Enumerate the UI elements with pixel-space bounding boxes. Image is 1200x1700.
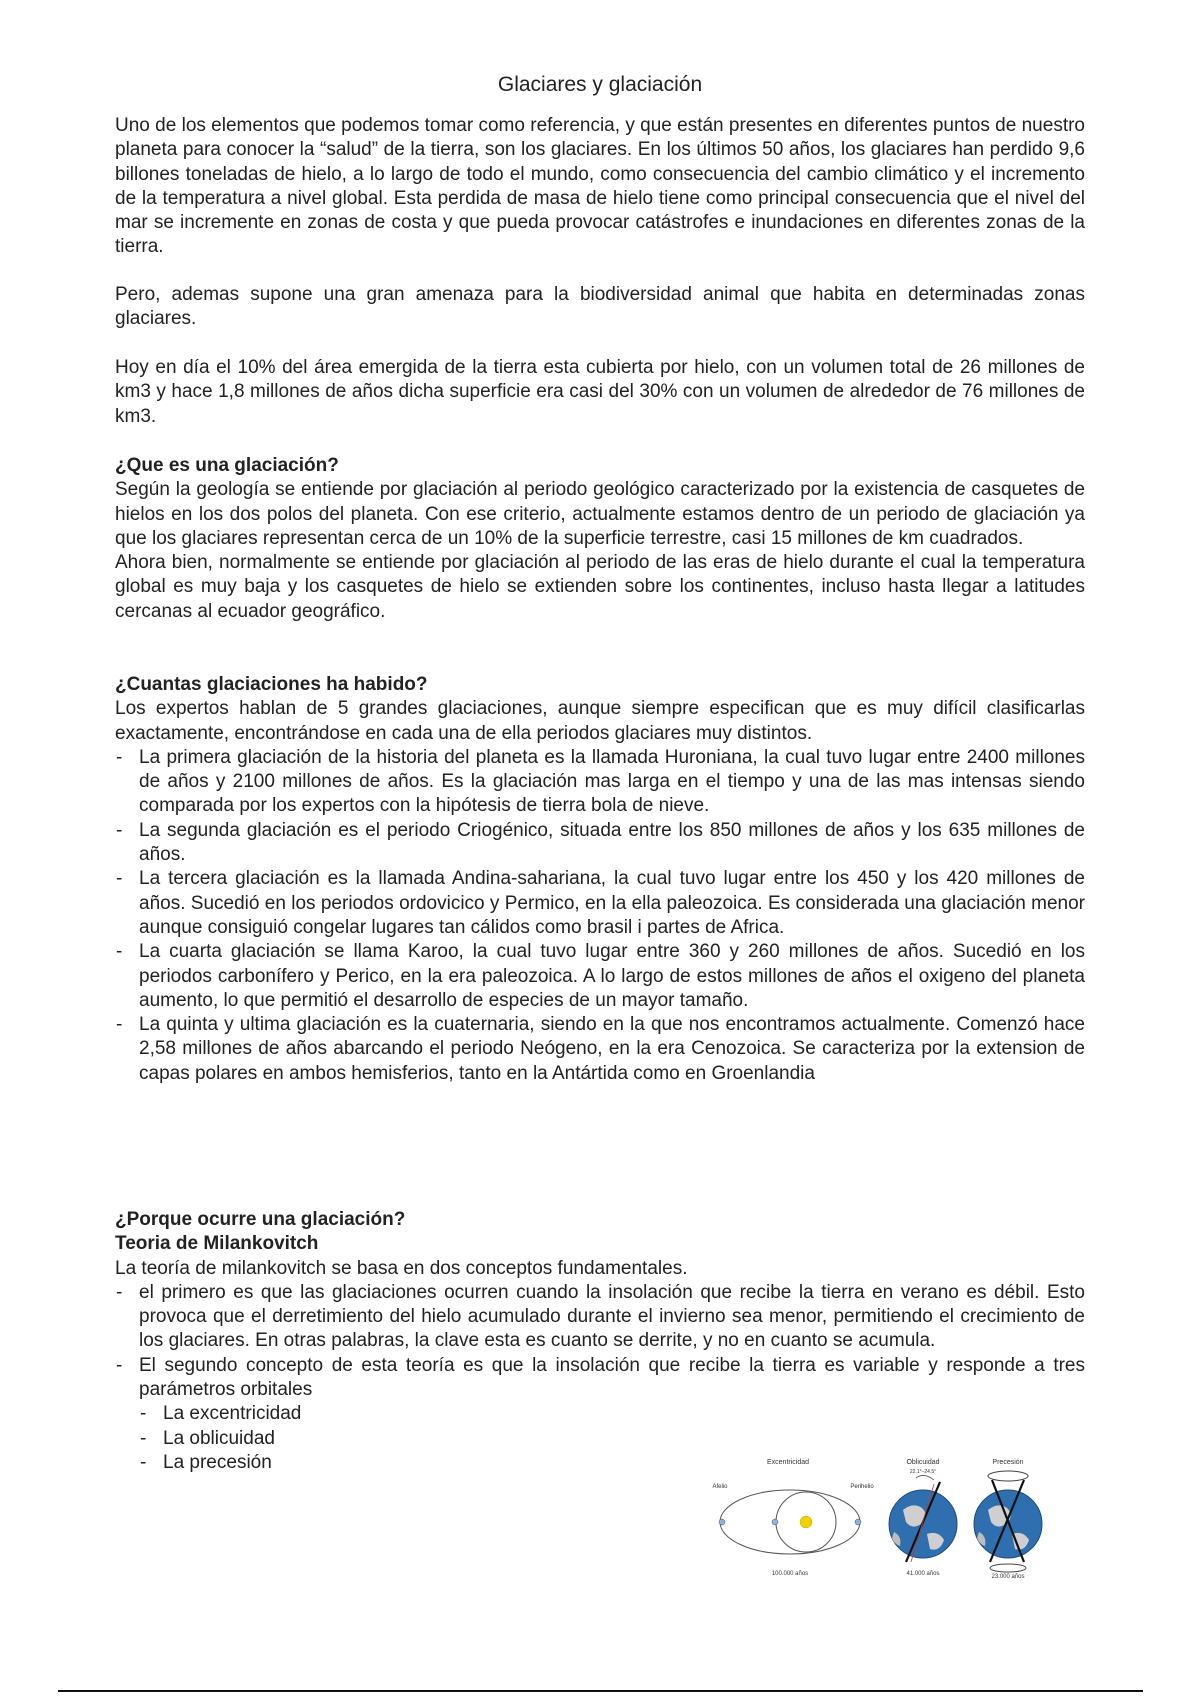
list-item: - La cuarta glaciación se llama Karoo, la cual tuvo lugar entre 360 y 260 millones de años. Sucedió en los periodos carbonífero y Perico, en la era paleozoica. A lo largo de estos millones de años el oxigeno del planeta aumento, lo que permitió el desarrollo de especies de un mayor tamaño. [115, 940, 1085, 1013]
intro-text-2: Pero, ademas supone una gran amenaza para la biodiversidad animal que habita en determinadas zonas glaciares. [115, 284, 1085, 330]
list-item: - El segundo concepto de esta teoría es que la insolación que recibe la tierra es variable y responde a tres parámetros orbitales [115, 1354, 1085, 1403]
precesion-label: Precesión [992, 1459, 1024, 1466]
section-paragraph: Ahora bien, normalmente se entiende por glaciación al periodo de las eras de hielo durante el cual la temperatura global es muy baja y los casquetes de hielo se extienden sobre los continentes, incluso hasta llegar a latitudes cercanas al ecuador geográfico. [115, 552, 1085, 622]
section-paragraph: La teoría de milankovitch se basa en dos conceptos fundamentales. [115, 1257, 688, 1279]
earth-perihelio-icon [855, 1519, 861, 1525]
intro-text-1: Uno de los elementos que podemos tomar como referencia, y que están presentes en diferentes puntos de nuestro planeta para conocer la “salud” de la tierra, son los glaciares. En los últimos 50 años, los glaciares han perdido 9,6 billones toneladas de hielo, a lo largo de todo el mundo, como consecuencia del cambio climático y el incremento de la temperatura a nivel global. Esta perdida de masa de hielo tiene como principal consecuencia que el nivel del mar se incremente en zonas de costa y que pueda provocar catástrofes e inundaciones en diferentes zonas de la tierra. [115, 115, 1085, 258]
section-why-glaciation [115, 1208, 1085, 1475]
section-how-many-glaciations [115, 673, 1085, 1086]
precesion-period: 23.000 años [991, 1574, 1025, 1580]
intro-paragraph-1 [115, 114, 1085, 260]
section-paragraph: Los expertos hablan de 5 grandes glaciaciones, aunque siempre especifican que es muy difícil clasificarlas exactamente, encontrándose en cada una de ella periodos glaciares muy distintos. [115, 698, 1085, 744]
sun-icon [800, 1516, 812, 1528]
section-paragraph: Según la geología se entiende por glaciación al periodo geológico caracterizado por la existencia de casquetes de hielos en los dos polos del planeta. Con ese criterio, actualmente estamos dentro de un periodo de glaciación ya que los glaciares representan cerca de un 10% de la superficie terrestre, casi 15 millones de km cuadrados. [115, 479, 1085, 549]
list-item: - La segunda glaciación es el periodo Criogénico, situada entre los 850 millones de años y los 635 millones de años. [115, 819, 1085, 868]
earth-inner-icon [772, 1519, 778, 1525]
glaciation-list [115, 746, 1085, 1086]
oblicuidad-range: 22.1°–24.5° [909, 1469, 937, 1475]
afelio-label: Afelio [712, 1484, 728, 1490]
milankovitch-cycles-figure [708, 1450, 1058, 1590]
list-item: - el primero es que las glaciaciones ocurren cuando la insolación que recibe la tierra en verano es débil. Esto provoca que el derretimiento del hielo acumulado durante el invierno sea menor, permitiendo el crecimiento de los glaciares. En otras palabras, la clave esta es cuanto se derrite, y no en cuanto se acumula. [115, 1281, 1085, 1354]
list-item: - La oblicuidad [115, 1427, 1085, 1451]
oblicuidad-period: 41.000 años [906, 1571, 940, 1577]
list-item: - La quinta y ultima glaciación es la cuaternaria, siendo en la que nos encontramos actualmente. Comenzó hace 2,58 millones de años abarcando el periodo Neógeno, en la era Cenozoica. Se caracteriza por la extension de capas polares en ambos hemisferios, tanto en la Antártida como en Groenlandia [115, 1013, 1085, 1086]
intro-text-3: Hoy en día el 10% del área emergida de la tierra esta cubierta por hielo, con un volumen total de 26 millones de km3 y hace 1,8 millones de años dicha superficie era casi del 30% con un volumen de alrededor de 76 millones de km3. [115, 357, 1085, 427]
section-heading: ¿Cuantas glaciaciones ha habido? [115, 674, 428, 695]
footer-divider [58, 1690, 1143, 1692]
section-what-is-glaciation [115, 454, 1085, 624]
globe-precesion-icon [974, 1471, 1042, 1572]
oblicuidad-label: Oblicuidad [906, 1459, 940, 1466]
page-title: Glaciares y glaciación [497, 73, 703, 96]
orbit-ellipse-outer [720, 1490, 860, 1554]
list-item: - La tercera glaciación es la llamada Andina-sahariana, la cual tuvo lugar entre los 450 y los 420 millones de años. Sucedió en los periodos ordovicico y Permico, en la ella paleozoica. Es considerada una glaciación menor aunque consiguió congelar lugares tan cálidos como brasil i partes de Africa. [115, 867, 1085, 940]
list-item: - La primera glaciación de la historia del planeta es la llamada Huroniana, la cual tuvo lugar entre 2400 millones de años y 2100 millones de años. Es la glaciación mas larga en el tiempo y una de las mas intensas siendo comparada por los expertos con la hipótesis de tierra bola de nieve. [115, 746, 1085, 819]
intro-paragraph-2 [115, 283, 1085, 332]
concept-list [115, 1281, 1085, 1402]
section-heading: ¿Que es una glaciación? [115, 455, 339, 476]
intro-paragraph-3 [115, 356, 1085, 429]
list-item: - La excentricidad [115, 1402, 1085, 1426]
earth-afelio-icon [719, 1519, 725, 1525]
section-heading: ¿Porque ocurre una glaciación? [115, 1209, 406, 1230]
excentricidad-label: Excentricidad [766, 1459, 810, 1466]
perihelio-label: Perihelio [850, 1484, 874, 1490]
section-subheading: Teoria de Milankovitch [115, 1233, 319, 1255]
excentricidad-period: 100.000 años [771, 1571, 809, 1577]
list-item: - La precesión [115, 1451, 1085, 1475]
globe-oblicuidad-icon [889, 1475, 957, 1562]
